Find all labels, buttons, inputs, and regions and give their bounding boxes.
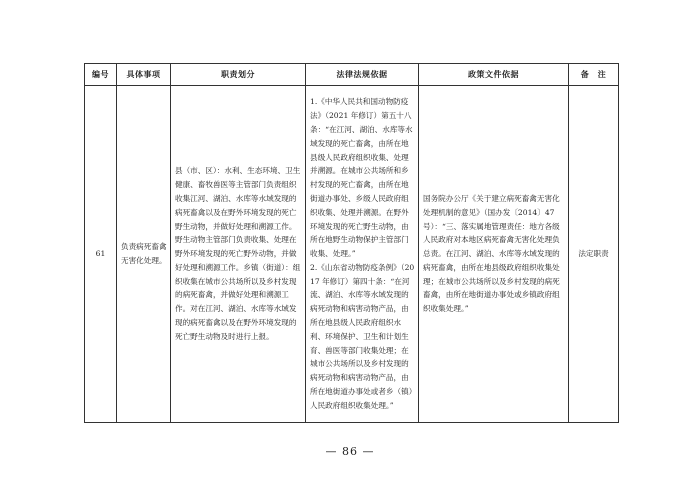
cell-note: 法定职责: [569, 86, 619, 423]
cell-duty: [171, 86, 306, 423]
policy-text: 国务院办公厅《关于建立病死畜禽无害化处理机制的意见》（国办发〔2014〕47 号）：“三、落实属地管理责任：地方各级人民政府对本地区病死畜禽无害化处理负总责。在江河、湖泊、水库等水域发现的病死畜禽，由所在地县级政府组织收集处理；在城市公共场所以及乡村发现的病死畜禽，由所在地街道办事处或乡镇政府组织收集处理。”: [423, 193, 560, 314]
law-text-2: 2.《山东省动物防疫条例》（2017 年修订）第四十条：“在河流、湖泊、水库等水域发现的病死动物和病害动物产品，由所在地县级人民政府组织水利、环境保护、卫生和计划生育、兽医等部门收集处理；在城市公共场所以及乡村发现的病死动物和病害动物产品，由所在地街道办事处或者乡（镇）人民政府组织收集处理。”: [310, 262, 415, 410]
header-law: 法律法规依据: [306, 64, 419, 86]
duty-text: 县（市、区）：水利、生态环境、卫生健康、畜牧兽医等主管部门负责组织收集江河、湖泊、水库等水域发现的病死畜禽以及在野外环境发现的死亡野生动物，并做好处理和溯源工作。野生动物主管部门负责收集、处理在野外环境发现的死亡野外动物，并做好处理和溯源工作。乡镇（街道）：组织收集在城市公共场所以及乡村发现的病死畜禽，并做好处理和溯源工作。对在江河、湖泊、水库等水域发现的病死畜禽以及在野外环境发现的死亡野生动物及时进行上报。: [175, 166, 301, 341]
law-text-1: 1.《中华人民共和国动物防疫法》（2021 年修订）第五十八条：“在江河、湖泊、水库等水域发现的死亡畜禽，由所在地县级人民政府组织收集、处理并溯源。在城市公共场所和乡村发现的死亡畜禽，由所在地街道办事处、乡级人民政府组织收集、处理并溯源。在野外环境发现的死亡野生动物，由所在地野生动物保护主管部门收集、处理。”: [310, 97, 413, 259]
page-number: — 86 —: [325, 445, 375, 458]
table-row: [85, 86, 619, 423]
header-duty: 职责划分: [171, 64, 306, 86]
responsibility-table: [84, 63, 619, 423]
cell-item: [117, 86, 171, 423]
header-item: 具体事项: [117, 64, 171, 86]
cell-policy: [419, 86, 569, 423]
header-policy: 政策文件依据: [419, 64, 569, 86]
cell-law: [306, 86, 419, 423]
header-no: 编号: [85, 64, 117, 86]
cell-no: 61: [85, 86, 117, 423]
header-note: 备 注: [569, 64, 619, 86]
item-text: 负责病死畜禽无害化处理。: [121, 242, 167, 265]
table-header-row: [85, 64, 619, 86]
